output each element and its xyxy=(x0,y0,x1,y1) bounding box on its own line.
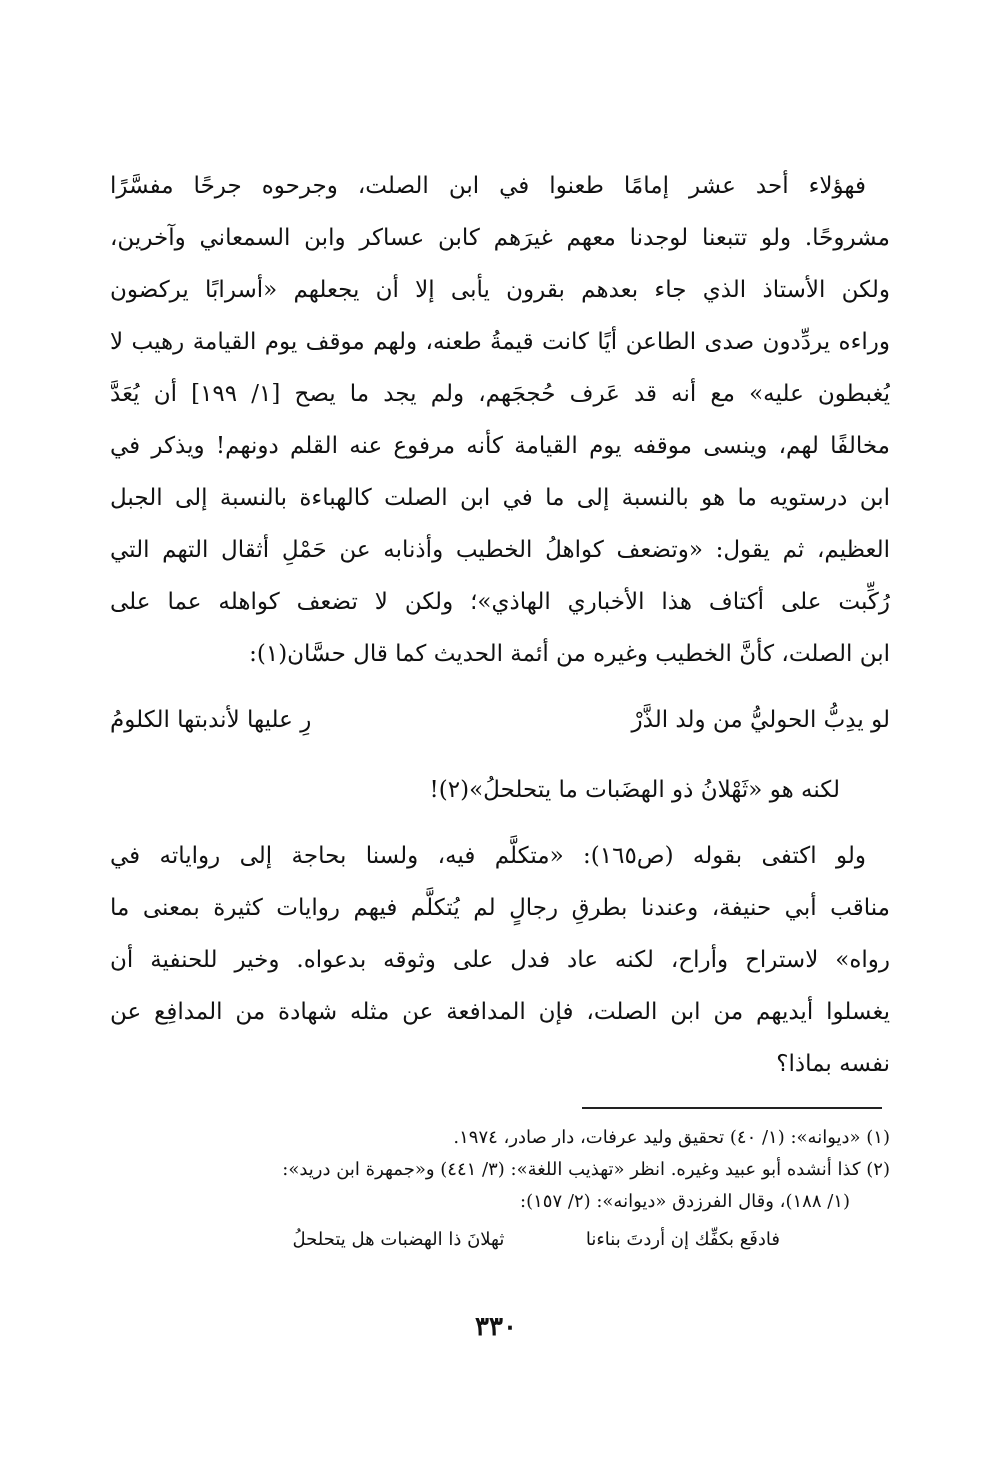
footnotes xyxy=(110,1122,890,1256)
footnote-2-continued: (١/ ١٨٨)، وقال الفرزدق «ديوانه»: (٢/ ١٥٧): xyxy=(520,1191,850,1212)
text-line: نفسه بماذا؟ xyxy=(776,1051,890,1077)
text-line: مشروحًا. ولو تتبعنا لوجدنا معهم غيرَهم كابن عساكر وابن السمعاني وآخرين، xyxy=(110,225,890,251)
verse-first-hemistich: لو يدِبُّ الحوليُّ من ولد الذَّرْ xyxy=(631,707,890,733)
poetry-verse xyxy=(110,700,890,740)
text-line: ابن درستويه ما هو بالنسبة إلى ما في ابن الصلت كالهباءة بالنسبة إلى الجبل xyxy=(110,485,890,511)
text-line: ولكن الأستاذ الذي جاء بعدهم بقرون يأبى إلا أن يجعلهم «أسرابًا يركضون xyxy=(110,277,890,303)
text-line: ولو اكتفى بقوله (ص١٦٥): «متكلَّم فيه، ولسنا بحاجة إلى رواياته في xyxy=(110,843,866,869)
text-line: رُكِّبت على أكتاف هذا الأخباري الهاذي»؛ ولكن لا تضعف كواهله عما على xyxy=(110,589,890,615)
text-line: مخالفًا لهم، وينسى موقفه يوم القيامة كأنه مرفوع عنه القلم دونهم! ويذكر في xyxy=(110,433,890,459)
footnote-verse xyxy=(110,1224,890,1256)
main-paragraph-1 xyxy=(110,160,890,680)
quoted-line: لكنه هو «ثَهْلانُ ذو الهضَبات ما يتحلحلُ»(٢)! xyxy=(429,777,840,803)
text-line: وراءه يردِّدون صدى الطاعن أيًا كانت قيمةُ طعنه، ولهم موقف يوم القيامة رهيب لا xyxy=(110,329,890,355)
main-paragraph-2 xyxy=(110,830,890,1090)
footnote-1: (١) «ديوانه»: (١/ ٤٠) تحقيق وليد عرفات، دار صادر، ١٩٧٤. xyxy=(453,1127,890,1148)
footnote-2: (٢) كذا أنشده أبو عبيد وغيره. انظر «تهذيب اللغة»: (٣/ ٤٤١) و«جمهرة ابن دريد»: xyxy=(282,1159,890,1180)
text-line: العظيم، ثم يقول: «وتضعف كواهلُ الخطيب وأذنابه عن حَمْلِ أثقال التهم التي xyxy=(110,537,890,563)
text-line: رواه» لاستراح وأراح، لكنه عاد فدل على وثوقه بدعواه. وخير للحنفية أن xyxy=(110,947,890,973)
page-number: ٣٣٠ xyxy=(475,1312,517,1342)
footnote-divider xyxy=(582,1107,882,1109)
text-line: فهؤلاء أحد عشر إمامًا طعنوا في ابن الصلت، وجرحوه جرحًا مفسَّرًا xyxy=(110,173,866,199)
verse-second-hemistich: رِ عليها لأندبتها الكلومُ xyxy=(110,707,312,733)
text-line: يغسلوا أيديهم من ابن الصلت، فإن المدافعة عن مثله شهادة من المدافِع عن xyxy=(110,999,890,1025)
footnote-verse-first: فادفَع بكفِّك إن أردتَ بناءنا xyxy=(585,1229,780,1250)
text-line: يُغبطون عليه» مع أنه قد عَرف حُججَهم، ولم يجد ما يصح [١/ ١٩٩] أن يُعَدَّ xyxy=(110,381,890,407)
text-line: ابن الصلت، كأنَّ الخطيب وغيره من أئمة الحديث كما قال حسَّان(١): xyxy=(249,641,890,667)
footnote-verse-second: ثهلانَ ذا الهضبات هل يتحلحلُ xyxy=(292,1229,505,1250)
text-line: مناقب أبي حنيفة، وعندنا بطرقِ رجالٍ لم يُتكلَّم فيهم روايات كثيرة بمعنى ما xyxy=(110,895,890,921)
